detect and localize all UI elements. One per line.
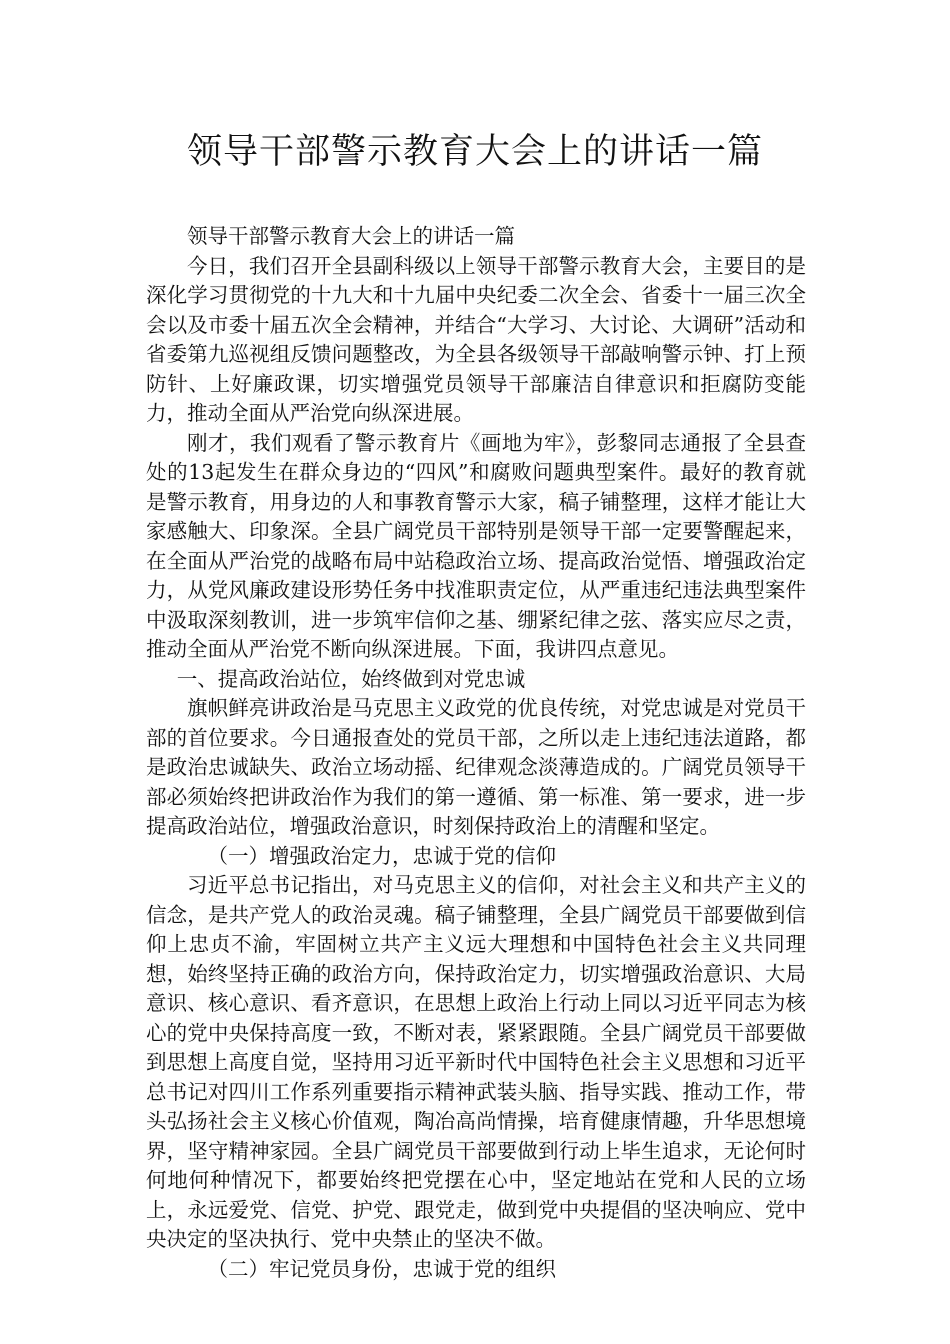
body-paragraph: 今日，我们召开全县副科级以上领导干部警示教育大会，主要目的是深化学习贯彻党的十九大和十九届中央纪委二次全会、省委十一届三次全会以及市委十届五次全会精神，并结合“大学习、大讨论、大调研”活动和省委第九巡视组反馈问题整改，为全县各级领导干部敲响警示钟、打上预防针、上好廉政课，切实增强党员领导干部廉洁自律意识和拒腐防变能力，推动全面从严治党向纵深进展。 [146, 253, 806, 425]
section-heading: 一、提高政治站位，始终做到对党忠诚 [176, 666, 526, 691]
document-body [146, 222, 806, 1284]
body-paragraph: 习近平总书记指出，对马克思主义的信仰，对社会主义和共产主义的信念，是共产党人的政治灵魂。稿子铺整理，全县广阔党员干部要做到信仰上忠贞不渝，牢固树立共产主义远大理想和中国特色社会主义共同理想，始终坚持正确的政治方向，保持政治定力，切实增强政治意识、大局意识、核心意识、看齐意识，在思想上政治上行动上同以习近平同志为核心的党中央保持高度一致，不断对表，紧紧跟随。全县广阔党员干部要做到思想上高度自觉，坚持用习近平新时代中国特色社会主义思想和习近平总书记对四川工作系列重要指示精神武装头脑、指导实践、推动工作，带头弘扬社会主义核心价值观，陶冶高尚情操，培育健康情趣，升华思想境界，坚守精神家园。全县广阔党员干部要做到行动上毕生追求，无论何时何地何种情况下，都要始终把党摆在心中，坚定地站在党和人民的立场上，永远爱党、信党、护党、跟党走，做到党中央提倡的坚决响应、党中央决定的坚决执行、党中央禁止的坚决不做。 [146, 873, 806, 1251]
subsection-heading: （一）增强政治定力，忠诚于党的信仰 [207, 843, 556, 868]
document-title: 领导干部警示教育大会上的讲话一篇 [186, 132, 763, 172]
subsection-heading: （二）牢记党员身份，忠诚于党的组织 [207, 1256, 556, 1281]
body-paragraph: 刚才，我们观看了警示教育片《画地为牢》，彭黎同志通报了全县查处的13起发生在群众身边的“四风”和腐败问题典型案件。最好的教育就是警示教育，用身边的人和事教育警示大家，稿子铺整理，这样才能让大家感触大、印象深。全县广阔党员干部特别是领导干部一定要警醒起来，在全面从严治党的战略布局中站稳政治立场、提高政治觉悟、增强政治定力，从党风廉政建设形势任务中找准职责定位，从严重违纪违法典型案件中汲取深刻教训，进一步筑牢信仰之基、绷紧纪律之弦、落实应尽之责，推动全面从严治党不断向纵深进展。下面，我讲四点意见。 [146, 430, 806, 661]
body-paragraph: 旗帜鲜亮讲政治是马克思主义政党的优良传统，对党忠诚是对党员干部的首位要求。今日通报查处的党员干部，之所以走上违纪违法道路，都是政治忠诚缺失、政治立场动摇、纪律观念淡薄造成的。广阔党员领导干部必须始终把讲政治作为我们的第一遵循、第一标准、第一要求，进一步提高政治站位，增强政治意识，时刻保持政治上的清醒和坚定。 [146, 696, 806, 838]
document-subtitle-paragraph: 领导干部警示教育大会上的讲话一篇 [187, 224, 515, 248]
